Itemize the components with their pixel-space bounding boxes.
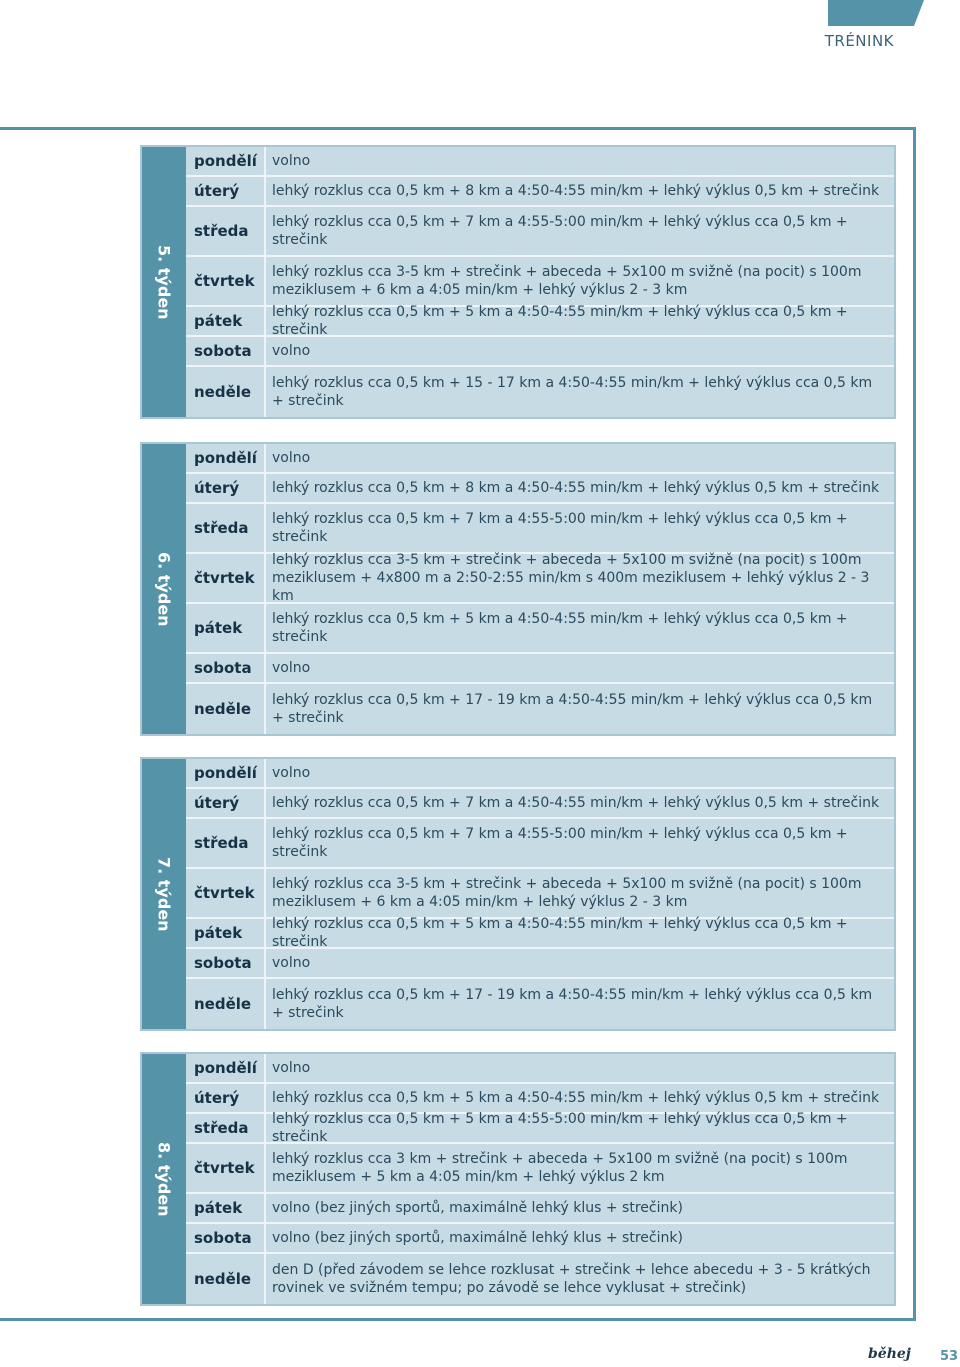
day-label: středa bbox=[186, 504, 266, 552]
table-row bbox=[186, 1194, 894, 1224]
training-description: volno bbox=[272, 343, 311, 359]
week-side-bar bbox=[142, 1054, 186, 1304]
training-description: lehký rozklus cca 0,5 km + 5 km a 4:50-4:55 min/km + lehký výklus cca 0,5 km + strečink bbox=[272, 916, 848, 950]
training-description: lehký rozklus cca 3-5 km + strečink + abeceda + 5x100 m svižně (na pocit) s 100m meziklusem + 6 km a 4:05 min/km + lehký výklus 2 - 3 km bbox=[272, 264, 862, 298]
training-description: lehký rozklus cca 3 km + strečink + abeceda + 5x100 m svižně (na pocit) s 100m meziklusem + 5 km a 4:05 min/km + lehký výklus 2 km bbox=[272, 1151, 848, 1185]
training-description: lehký rozklus cca 0,5 km + 7 km a 4:55-5:00 min/km + lehký výklus cca 0,5 km + strečink bbox=[272, 511, 848, 545]
day-label: neděle bbox=[186, 684, 266, 734]
day-label: neděle bbox=[186, 367, 266, 417]
day-label: úterý bbox=[186, 789, 266, 817]
table-row bbox=[186, 1224, 894, 1254]
table-row bbox=[186, 916, 894, 950]
day-label: středa bbox=[186, 207, 266, 255]
day-label: sobota bbox=[186, 337, 266, 365]
training-description: lehký rozklus cca 0,5 km + 7 km a 4:50-4:55 min/km + lehký výklus 0,5 km + strečink bbox=[272, 795, 880, 811]
week-label: 8. týden bbox=[154, 1141, 174, 1217]
training-description: lehký rozklus cca 0,5 km + 5 km a 4:50-4:55 min/km + lehký výklus cca 0,5 km + strečink bbox=[272, 304, 848, 338]
training-description: lehký rozklus cca 0,5 km + 5 km a 4:55-5:00 min/km + lehký výklus cca 0,5 km + strečink bbox=[272, 1111, 848, 1145]
table-row bbox=[186, 177, 894, 207]
table-row bbox=[186, 1054, 894, 1084]
day-label: pondělí bbox=[186, 1054, 266, 1082]
week-label: 7. týden bbox=[154, 856, 174, 932]
table-row bbox=[186, 504, 894, 554]
table-row bbox=[186, 207, 894, 257]
magazine-logo: běhej bbox=[868, 1346, 911, 1362]
training-description: volno bbox=[272, 660, 311, 676]
table-row bbox=[186, 147, 894, 177]
training-description: lehký rozklus cca 0,5 km + 17 - 19 km a 4:50-4:55 min/km + lehký výklus cca 0,5 km + strečink bbox=[272, 987, 873, 1021]
training-description: lehký rozklus cca 3-5 km + strečink + abeceda + 5x100 m svižně (na pocit) s 100m meziklusem + 4x800 m a 2:50-2:55 min/km s 400m meziklusem + lehký výklus 2 - 3 km bbox=[272, 552, 870, 604]
day-label: sobota bbox=[186, 949, 266, 977]
table-row bbox=[186, 444, 894, 474]
day-label: úterý bbox=[186, 1084, 266, 1112]
day-label: čtvrtek bbox=[186, 869, 266, 917]
day-label: pondělí bbox=[186, 444, 266, 472]
header-tab bbox=[828, 0, 914, 26]
training-description: volno bbox=[272, 153, 311, 169]
day-label: středa bbox=[186, 819, 266, 867]
table-row bbox=[186, 337, 894, 367]
day-label: čtvrtek bbox=[186, 1144, 266, 1192]
table-row bbox=[186, 819, 894, 869]
week-6-table bbox=[140, 442, 896, 736]
week-label: 5. týden bbox=[154, 244, 174, 320]
day-label: úterý bbox=[186, 474, 266, 502]
week-side-bar bbox=[142, 759, 186, 1029]
day-label: pátek bbox=[186, 604, 266, 652]
day-label: čtvrtek bbox=[186, 257, 266, 305]
day-label: pondělí bbox=[186, 759, 266, 787]
table-row bbox=[186, 604, 894, 654]
training-description: lehký rozklus cca 0,5 km + 5 km a 4:50-4:55 min/km + lehký výklus cca 0,5 km + strečink bbox=[272, 611, 848, 645]
training-description: lehký rozklus cca 0,5 km + 8 km a 4:50-4:55 min/km + lehký výklus 0,5 km + strečink bbox=[272, 183, 880, 199]
week-side-bar bbox=[142, 147, 186, 417]
frame-right-line bbox=[913, 127, 916, 1320]
day-label: neděle bbox=[186, 1254, 266, 1304]
day-label: sobota bbox=[186, 1224, 266, 1252]
day-label: pátek bbox=[186, 307, 266, 335]
table-row bbox=[186, 759, 894, 789]
training-description: lehký rozklus cca 0,5 km + 8 km a 4:50-4:55 min/km + lehký výklus 0,5 km + strečink bbox=[272, 480, 880, 496]
training-description: den D (před závodem se lehce rozklusat + strečink + lehce abecedu + 3 - 5 krátkých rovinek ve svižném tempu; po závodě se lehce vyklusat + strečink) bbox=[272, 1262, 871, 1296]
table-row bbox=[186, 979, 894, 1029]
day-label: čtvrtek bbox=[186, 554, 266, 602]
table-row bbox=[186, 869, 894, 919]
training-description: lehký rozklus cca 0,5 km + 17 - 19 km a 4:50-4:55 min/km + lehký výklus cca 0,5 km + strečink bbox=[272, 692, 873, 726]
table-row bbox=[186, 1144, 894, 1194]
training-description: volno bbox=[272, 955, 311, 971]
day-label: neděle bbox=[186, 979, 266, 1029]
table-row bbox=[186, 474, 894, 504]
day-label: úterý bbox=[186, 177, 266, 205]
page-number: 53 bbox=[940, 1349, 959, 1364]
day-label: pátek bbox=[186, 919, 266, 947]
training-description: lehký rozklus cca 0,5 km + 15 - 17 km a 4:50-4:55 min/km + lehký výklus cca 0,5 km + strečink bbox=[272, 375, 873, 409]
day-label: pondělí bbox=[186, 147, 266, 175]
table-row bbox=[186, 654, 894, 684]
table-row bbox=[186, 554, 894, 604]
frame-top-line bbox=[0, 127, 916, 130]
training-description: lehký rozklus cca 0,5 km + 7 km a 4:55-5:00 min/km + lehký výklus cca 0,5 km + strečink bbox=[272, 826, 848, 860]
training-description: volno bbox=[272, 765, 311, 781]
training-description: volno (bez jiných sportů, maximálně lehký klus + strečink) bbox=[272, 1200, 683, 1216]
week-7-table bbox=[140, 757, 896, 1031]
week-5-table bbox=[140, 145, 896, 419]
week-label: 6. týden bbox=[154, 551, 174, 627]
table-row bbox=[186, 949, 894, 979]
frame-bottom-line bbox=[0, 1318, 916, 1321]
table-row bbox=[186, 1111, 894, 1145]
training-description: volno (bez jiných sportů, maximálně lehký klus + strečink) bbox=[272, 1230, 683, 1246]
table-row bbox=[186, 367, 894, 417]
training-description: volno bbox=[272, 450, 311, 466]
day-label: pátek bbox=[186, 1194, 266, 1222]
training-description: lehký rozklus cca 0,5 km + 5 km a 4:50-4:55 min/km + lehký výklus 0,5 km + strečink bbox=[272, 1090, 880, 1106]
week-side-bar bbox=[142, 444, 186, 734]
week-8-table bbox=[140, 1052, 896, 1306]
table-row bbox=[186, 684, 894, 734]
training-description: volno bbox=[272, 1060, 311, 1076]
table-row bbox=[186, 257, 894, 307]
table-row bbox=[186, 789, 894, 819]
table-row bbox=[186, 304, 894, 338]
training-description: lehký rozklus cca 0,5 km + 7 km a 4:55-5:00 min/km + lehký výklus cca 0,5 km + strečink bbox=[272, 214, 848, 248]
section-title: TRÉNINK bbox=[824, 32, 894, 50]
table-row bbox=[186, 1254, 894, 1304]
day-label: sobota bbox=[186, 654, 266, 682]
day-label: středa bbox=[186, 1114, 266, 1142]
training-description: lehký rozklus cca 3-5 km + strečink + abeceda + 5x100 m svižně (na pocit) s 100m meziklusem + 6 km a 4:05 min/km + lehký výklus 2 - 3 km bbox=[272, 876, 862, 910]
